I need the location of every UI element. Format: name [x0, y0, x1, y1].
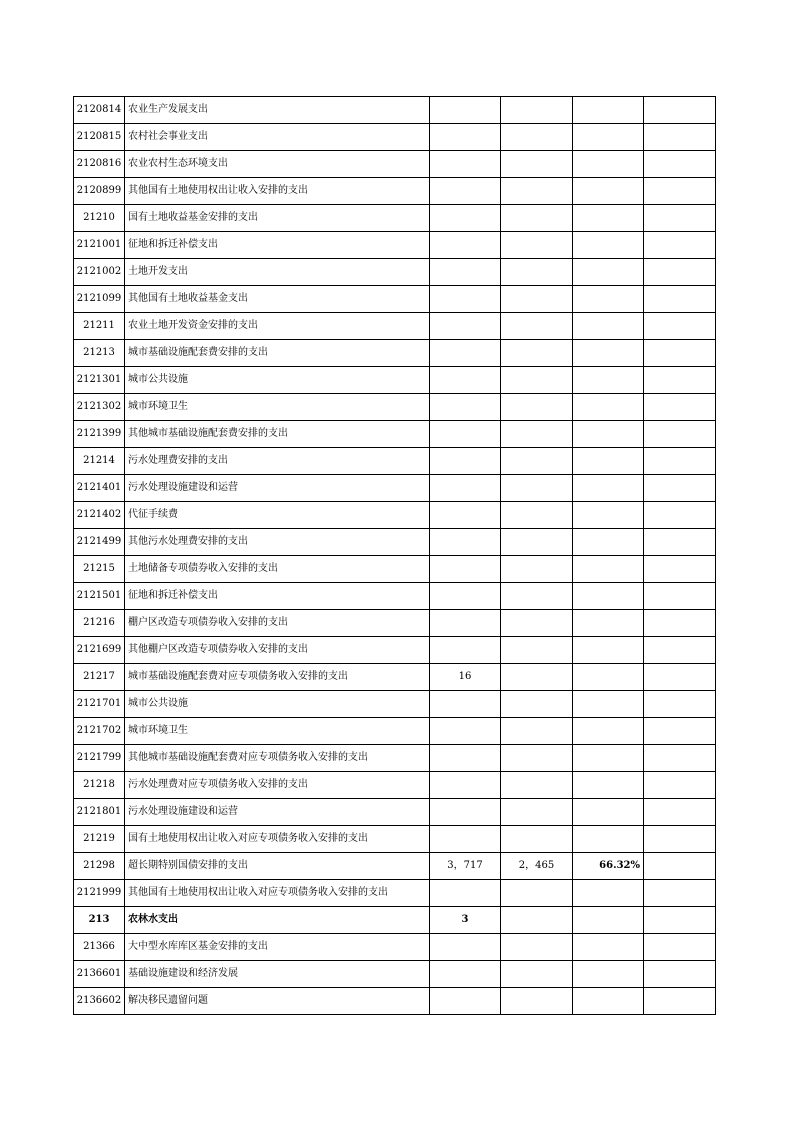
subject-name-cell: 其他污水处理费安排的支出: [125, 529, 430, 556]
value-col-3-cell: [573, 205, 644, 232]
subject-name-cell: 农业生产发展支出: [125, 97, 430, 124]
value-col-3-cell: [573, 961, 644, 988]
table-row: [74, 610, 716, 637]
table-row: [74, 826, 716, 853]
table-row: [74, 475, 716, 502]
table-row: [74, 448, 716, 475]
subject-code-cell: 2121499: [74, 529, 125, 556]
subject-name-cell: 土地储备专项债券收入安排的支出: [125, 556, 430, 583]
table-row: [74, 664, 716, 691]
subject-code-cell: 21218: [74, 772, 125, 799]
value-col-2-cell: [501, 610, 573, 637]
value-col-1-cell: [430, 772, 501, 799]
value-col-2-cell: [501, 97, 573, 124]
subject-name-cell: 基础设施建设和经济发展: [125, 961, 430, 988]
value-col-2-cell: [501, 286, 573, 313]
value-col-3-cell: [573, 826, 644, 853]
value-col-3-cell: [573, 286, 644, 313]
table-row: [74, 232, 716, 259]
table-row: [74, 124, 716, 151]
table-row: [74, 97, 716, 124]
table-row: [74, 313, 716, 340]
subject-name-cell: 城市公共设施: [125, 367, 430, 394]
value-col-2-cell: [501, 394, 573, 421]
value-col-1-cell: [430, 826, 501, 853]
subject-code-cell: 2120814: [74, 97, 125, 124]
value-col-2-cell: [501, 799, 573, 826]
value-col-1-cell: [430, 151, 501, 178]
subject-name-cell: 农村社会事业支出: [125, 124, 430, 151]
value-col-4-cell: [644, 745, 716, 772]
value-col-3-cell: [573, 880, 644, 907]
subject-code-cell: 2121702: [74, 718, 125, 745]
value-col-1-cell: [430, 718, 501, 745]
table-row: [74, 799, 716, 826]
subject-code-cell: 2121302: [74, 394, 125, 421]
value-col-3-cell: [573, 97, 644, 124]
value-col-1-cell: 3: [430, 907, 501, 934]
subject-code-cell: 21219: [74, 826, 125, 853]
value-col-3-cell: [573, 664, 644, 691]
value-col-2-cell: [501, 502, 573, 529]
value-col-1-cell: [430, 286, 501, 313]
value-col-4-cell: [644, 286, 716, 313]
table-row: [74, 394, 716, 421]
subject-name-cell: 其他国有土地收益基金支出: [125, 286, 430, 313]
table-row: [74, 961, 716, 988]
value-col-2-cell: [501, 583, 573, 610]
subject-name-cell: 城市环境卫生: [125, 718, 430, 745]
subject-name-cell: 其他国有土地使用权出让收入对应专项债务收入安排的支出: [125, 880, 430, 907]
table-row: [74, 286, 716, 313]
value-col-1-cell: [430, 799, 501, 826]
value-col-4-cell: [644, 988, 716, 1015]
table-row: [74, 745, 716, 772]
table-row: [74, 907, 716, 934]
value-col-1-cell: [430, 340, 501, 367]
value-col-2-cell: [501, 421, 573, 448]
value-col-1-cell: [430, 745, 501, 772]
value-col-1-cell: [430, 394, 501, 421]
value-col-3-cell: 66.32%: [573, 853, 644, 880]
value-col-4-cell: [644, 313, 716, 340]
subject-code-cell: 2121399: [74, 421, 125, 448]
subject-code-cell: 2121699: [74, 637, 125, 664]
value-col-2-cell: [501, 313, 573, 340]
value-col-1-cell: [430, 502, 501, 529]
value-col-3-cell: [573, 637, 644, 664]
table-row: [74, 988, 716, 1015]
value-col-4-cell: [644, 502, 716, 529]
value-col-4-cell: [644, 826, 716, 853]
subject-code-cell: 2121501: [74, 583, 125, 610]
subject-name-cell: 污水处理费安排的支出: [125, 448, 430, 475]
value-col-4-cell: [644, 232, 716, 259]
value-col-2-cell: [501, 988, 573, 1015]
budget-table-body: [74, 97, 716, 1015]
value-col-3-cell: [573, 583, 644, 610]
value-col-2-cell: [501, 826, 573, 853]
subject-code-cell: 2121801: [74, 799, 125, 826]
value-col-4-cell: [644, 340, 716, 367]
table-row: [74, 502, 716, 529]
subject-name-cell: 污水处理设施建设和运营: [125, 475, 430, 502]
subject-name-cell: 征地和拆迁补偿支出: [125, 232, 430, 259]
table-row: [74, 772, 716, 799]
table-row: [74, 853, 716, 880]
subject-code-cell: 21213: [74, 340, 125, 367]
table-row: [74, 529, 716, 556]
value-col-3-cell: [573, 178, 644, 205]
value-col-3-cell: [573, 232, 644, 259]
value-col-1-cell: [430, 529, 501, 556]
subject-code-cell: 21216: [74, 610, 125, 637]
value-col-1-cell: [430, 691, 501, 718]
value-col-4-cell: [644, 961, 716, 988]
subject-name-cell: 城市基础设施配套费安排的支出: [125, 340, 430, 367]
table-row: [74, 691, 716, 718]
subject-name-cell: 国有土地使用权出让收入对应专项债务收入安排的支出: [125, 826, 430, 853]
value-col-4-cell: [644, 610, 716, 637]
value-col-3-cell: [573, 340, 644, 367]
subject-name-cell: 城市基础设施配套费对应专项债务收入安排的支出: [125, 664, 430, 691]
value-col-2-cell: [501, 934, 573, 961]
value-col-3-cell: [573, 907, 644, 934]
subject-code-cell: 21210: [74, 205, 125, 232]
value-col-4-cell: [644, 934, 716, 961]
value-col-2-cell: 2，465: [501, 853, 573, 880]
value-col-1-cell: 3，717: [430, 853, 501, 880]
subject-name-cell: 土地开发支出: [125, 259, 430, 286]
value-col-4-cell: [644, 853, 716, 880]
value-col-4-cell: [644, 151, 716, 178]
value-col-1-cell: [430, 178, 501, 205]
subject-name-cell: 其他城市基础设施配套费安排的支出: [125, 421, 430, 448]
budget-table: [73, 96, 716, 1015]
value-col-2-cell: [501, 340, 573, 367]
value-col-4-cell: [644, 421, 716, 448]
value-col-3-cell: [573, 799, 644, 826]
subject-code-cell: 21215: [74, 556, 125, 583]
value-col-4-cell: [644, 475, 716, 502]
subject-name-cell: 污水处理费对应专项债务收入安排的支出: [125, 772, 430, 799]
table-row: [74, 718, 716, 745]
table-row: [74, 178, 716, 205]
table-row: [74, 421, 716, 448]
subject-code-cell: 21217: [74, 664, 125, 691]
value-col-1-cell: [430, 97, 501, 124]
subject-code-cell: 2120815: [74, 124, 125, 151]
value-col-4-cell: [644, 448, 716, 475]
value-col-3-cell: [573, 691, 644, 718]
value-col-2-cell: [501, 529, 573, 556]
subject-code-cell: 2136601: [74, 961, 125, 988]
value-col-1-cell: [430, 448, 501, 475]
value-col-1-cell: [430, 988, 501, 1015]
subject-name-cell: 代征手续费: [125, 502, 430, 529]
value-col-3-cell: [573, 934, 644, 961]
value-col-3-cell: [573, 259, 644, 286]
value-col-3-cell: [573, 610, 644, 637]
value-col-1-cell: [430, 205, 501, 232]
value-col-1-cell: [430, 421, 501, 448]
subject-name-cell: 棚户区改造专项债券收入安排的支出: [125, 610, 430, 637]
value-col-2-cell: [501, 448, 573, 475]
value-col-4-cell: [644, 529, 716, 556]
value-col-4-cell: [644, 637, 716, 664]
value-col-4-cell: [644, 259, 716, 286]
subject-code-cell: 2121402: [74, 502, 125, 529]
subject-code-cell: 2121099: [74, 286, 125, 313]
subject-code-cell: 2120816: [74, 151, 125, 178]
value-col-3-cell: [573, 313, 644, 340]
subject-name-cell: 其他棚户区改造专项债券收入安排的支出: [125, 637, 430, 664]
subject-code-cell: 2121301: [74, 367, 125, 394]
value-col-2-cell: [501, 664, 573, 691]
value-col-3-cell: [573, 367, 644, 394]
value-col-1-cell: [430, 475, 501, 502]
value-col-2-cell: [501, 880, 573, 907]
value-col-2-cell: [501, 772, 573, 799]
value-col-1-cell: [430, 313, 501, 340]
table-row: [74, 637, 716, 664]
table-row: [74, 880, 716, 907]
subject-name-cell: 其他城市基础设施配套费对应专项债务收入安排的支出: [125, 745, 430, 772]
value-col-3-cell: [573, 124, 644, 151]
value-col-4-cell: [644, 772, 716, 799]
subject-code-cell: 213: [74, 907, 125, 934]
subject-code-cell: 21298: [74, 853, 125, 880]
value-col-1-cell: [430, 583, 501, 610]
value-col-4-cell: [644, 124, 716, 151]
subject-name-cell: 农林水支出: [125, 907, 430, 934]
value-col-1-cell: [430, 961, 501, 988]
value-col-2-cell: [501, 691, 573, 718]
subject-name-cell: 城市公共设施: [125, 691, 430, 718]
subject-name-cell: 超长期特别国债安排的支出: [125, 853, 430, 880]
value-col-4-cell: [644, 394, 716, 421]
table-row: [74, 259, 716, 286]
value-col-2-cell: [501, 475, 573, 502]
value-col-3-cell: [573, 448, 644, 475]
value-col-1-cell: 16: [430, 664, 501, 691]
value-col-3-cell: [573, 394, 644, 421]
subject-code-cell: 2121701: [74, 691, 125, 718]
subject-code-cell: 2121002: [74, 259, 125, 286]
subject-code-cell: 21366: [74, 934, 125, 961]
table-row: [74, 151, 716, 178]
value-col-2-cell: [501, 367, 573, 394]
subject-code-cell: 21211: [74, 313, 125, 340]
value-col-3-cell: [573, 151, 644, 178]
value-col-1-cell: [430, 259, 501, 286]
value-col-4-cell: [644, 718, 716, 745]
value-col-2-cell: [501, 232, 573, 259]
value-col-3-cell: [573, 988, 644, 1015]
value-col-2-cell: [501, 556, 573, 583]
subject-name-cell: 大中型水库库区基金安排的支出: [125, 934, 430, 961]
value-col-3-cell: [573, 475, 644, 502]
value-col-1-cell: [430, 880, 501, 907]
value-col-1-cell: [430, 367, 501, 394]
subject-code-cell: 2121799: [74, 745, 125, 772]
value-col-2-cell: [501, 205, 573, 232]
subject-name-cell: 征地和拆迁补偿支出: [125, 583, 430, 610]
value-col-2-cell: [501, 718, 573, 745]
value-col-3-cell: [573, 556, 644, 583]
value-col-2-cell: [501, 259, 573, 286]
value-col-2-cell: [501, 178, 573, 205]
value-col-4-cell: [644, 880, 716, 907]
subject-name-cell: 城市环境卫生: [125, 394, 430, 421]
value-col-4-cell: [644, 556, 716, 583]
subject-name-cell: 解决移民遗留问题: [125, 988, 430, 1015]
value-col-2-cell: [501, 151, 573, 178]
value-col-3-cell: [573, 718, 644, 745]
value-col-1-cell: [430, 637, 501, 664]
value-col-2-cell: [501, 637, 573, 664]
value-col-4-cell: [644, 178, 716, 205]
subject-code-cell: 2120899: [74, 178, 125, 205]
value-col-4-cell: [644, 205, 716, 232]
subject-name-cell: 国有土地收益基金安排的支出: [125, 205, 430, 232]
value-col-3-cell: [573, 502, 644, 529]
subject-name-cell: 其他国有土地使用权出让收入安排的支出: [125, 178, 430, 205]
value-col-1-cell: [430, 556, 501, 583]
table-row: [74, 205, 716, 232]
value-col-3-cell: [573, 745, 644, 772]
subject-code-cell: 2121999: [74, 880, 125, 907]
value-col-2-cell: [501, 961, 573, 988]
value-col-4-cell: [644, 907, 716, 934]
subject-name-cell: 农业土地开发资金安排的支出: [125, 313, 430, 340]
table-row: [74, 556, 716, 583]
value-col-4-cell: [644, 664, 716, 691]
value-col-1-cell: [430, 124, 501, 151]
table-row: [74, 340, 716, 367]
value-col-3-cell: [573, 421, 644, 448]
value-col-4-cell: [644, 583, 716, 610]
table-row: [74, 934, 716, 961]
value-col-1-cell: [430, 232, 501, 259]
value-col-1-cell: [430, 610, 501, 637]
subject-code-cell: 2136602: [74, 988, 125, 1015]
subject-code-cell: 2121401: [74, 475, 125, 502]
subject-name-cell: 污水处理设施建设和运营: [125, 799, 430, 826]
subject-code-cell: 2121001: [74, 232, 125, 259]
subject-name-cell: 农业农村生态环境支出: [125, 151, 430, 178]
value-col-2-cell: [501, 124, 573, 151]
value-col-4-cell: [644, 97, 716, 124]
value-col-3-cell: [573, 529, 644, 556]
value-col-4-cell: [644, 799, 716, 826]
value-col-3-cell: [573, 772, 644, 799]
value-col-2-cell: [501, 745, 573, 772]
value-col-4-cell: [644, 367, 716, 394]
table-row: [74, 583, 716, 610]
value-col-1-cell: [430, 934, 501, 961]
table-row: [74, 367, 716, 394]
value-col-2-cell: [501, 907, 573, 934]
subject-code-cell: 21214: [74, 448, 125, 475]
value-col-4-cell: [644, 691, 716, 718]
